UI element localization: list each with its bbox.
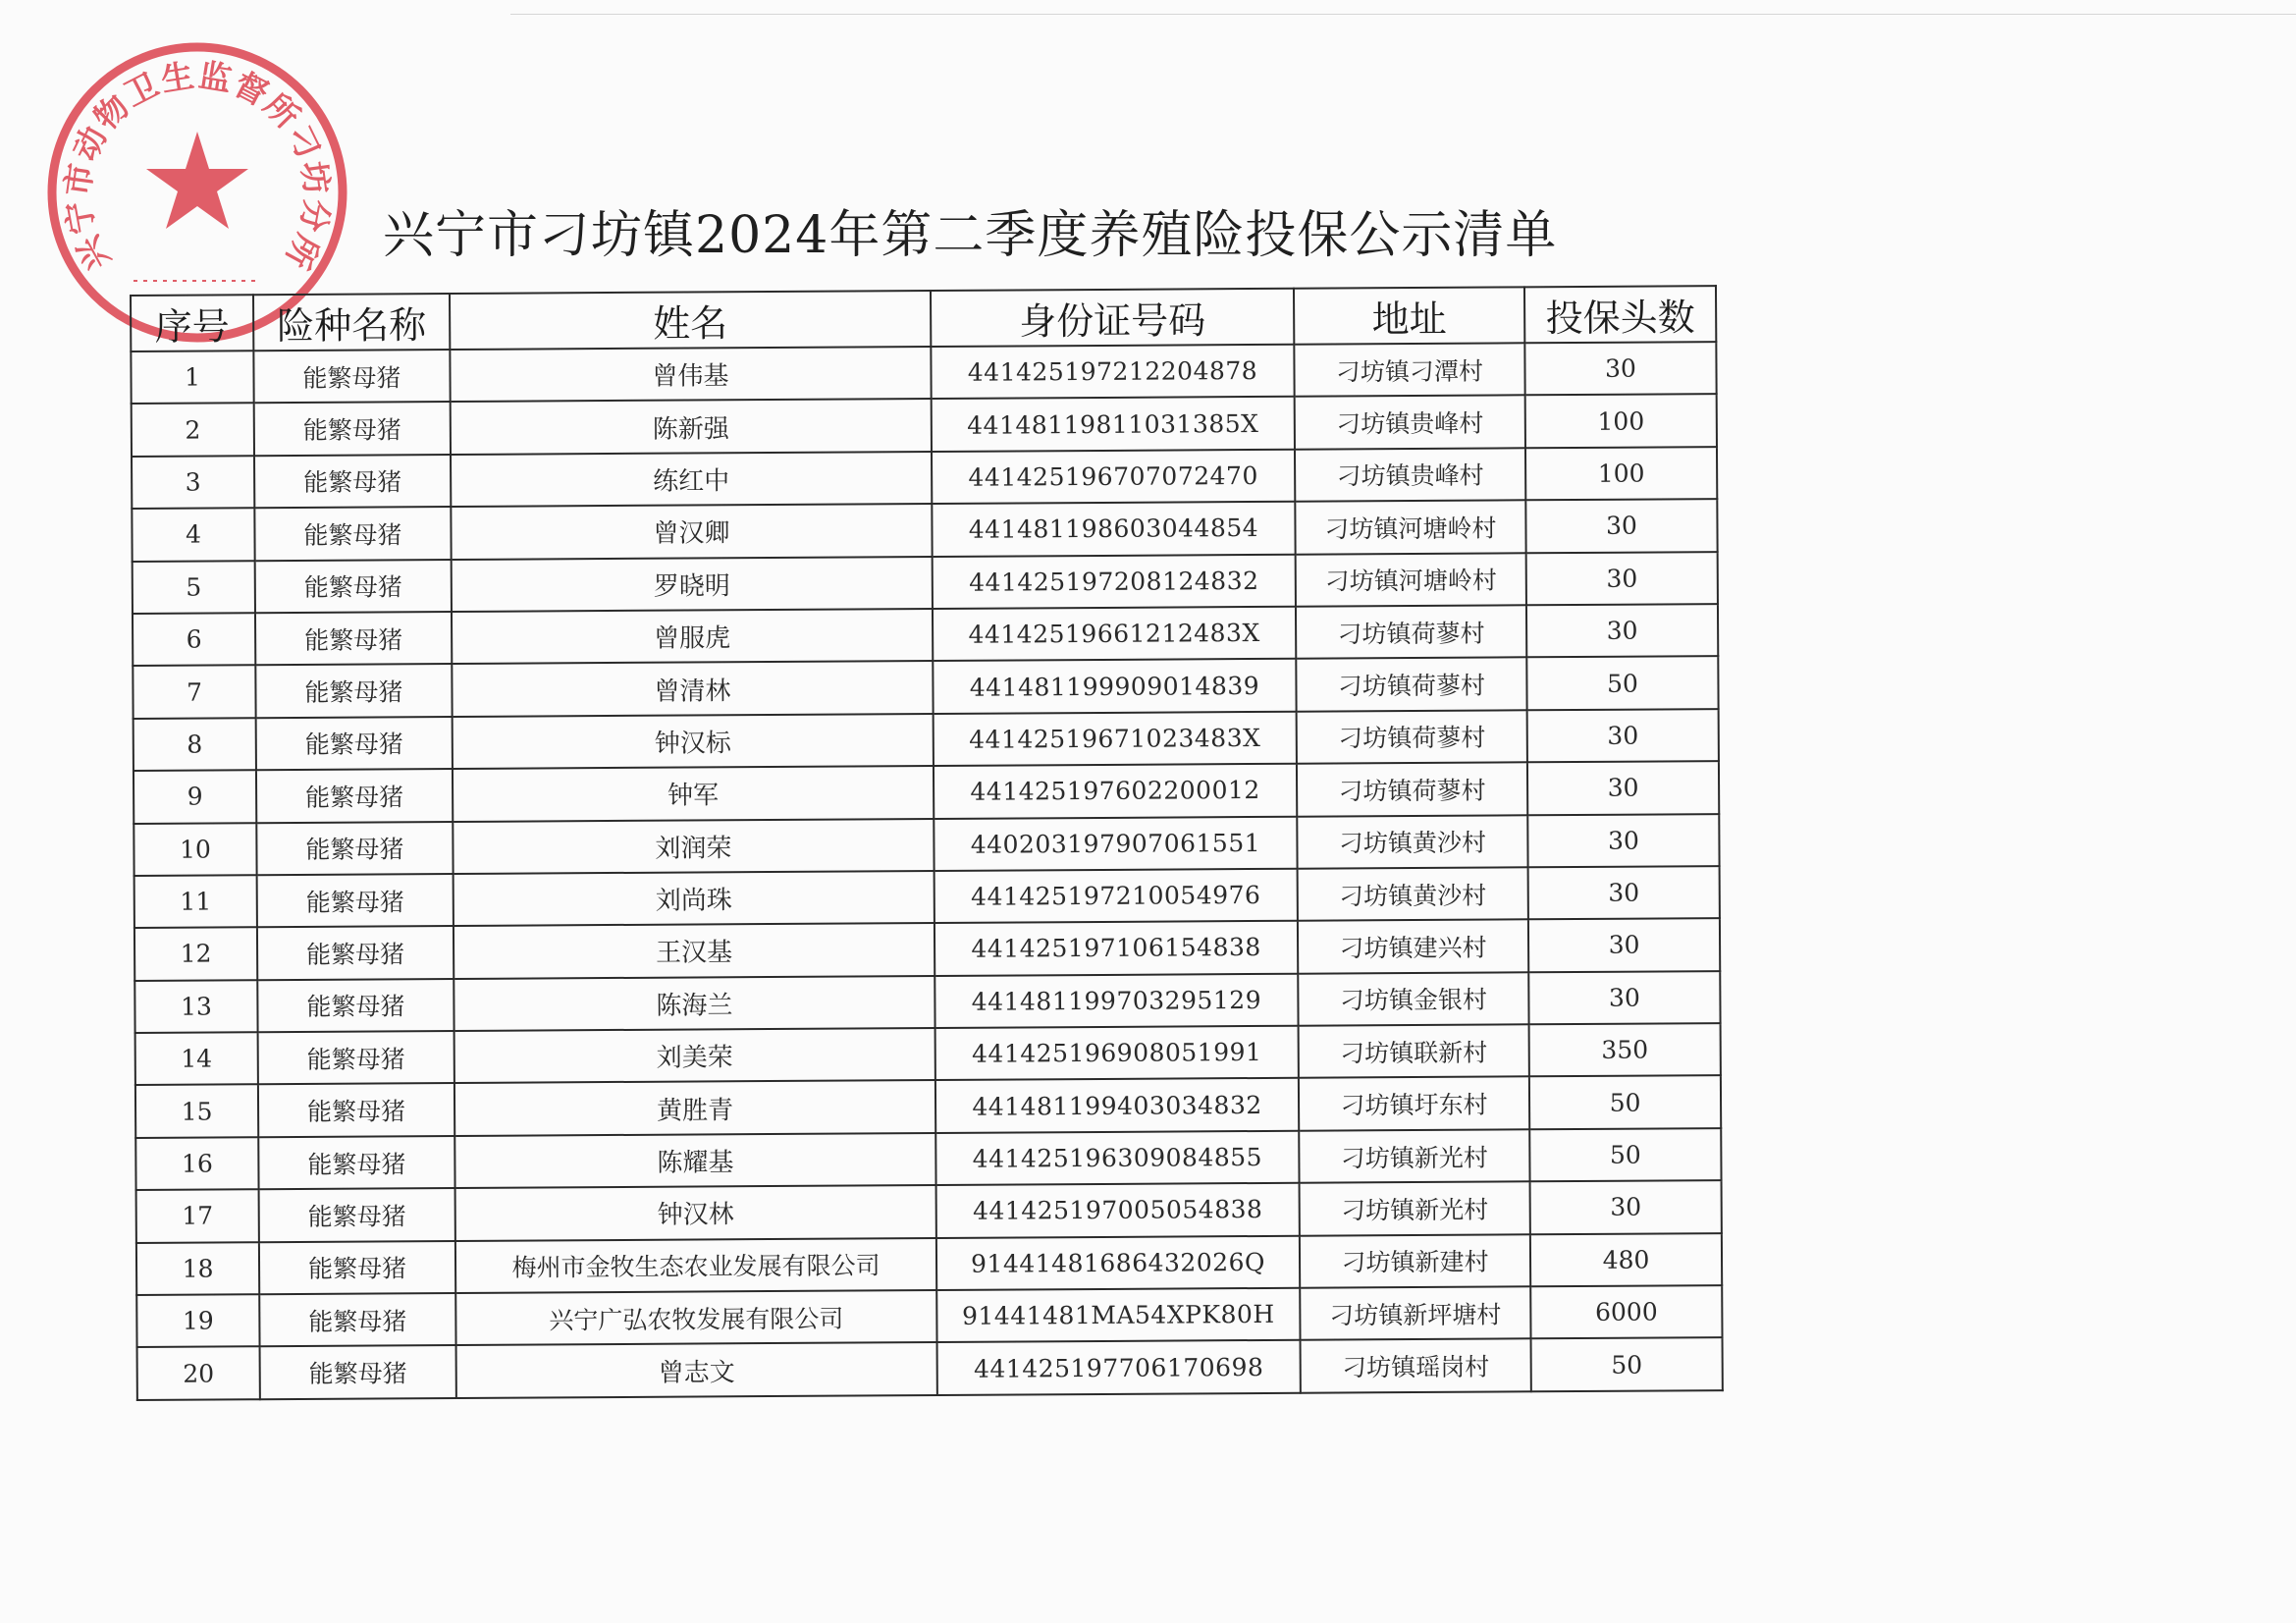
table-row (136, 1233, 1722, 1295)
cell-no: 2 (132, 404, 254, 457)
cell-id-number: 44142519671023483X (934, 711, 1297, 766)
table-row (134, 971, 1720, 1033)
cell-id-number: 441425197210054976 (934, 869, 1298, 924)
table-row (134, 918, 1720, 980)
cell-id-number: 441425197208124832 (933, 554, 1296, 609)
cell-no: 4 (132, 508, 254, 561)
cell-no: 11 (134, 875, 257, 928)
cell-insured-count: 350 (1529, 1023, 1721, 1077)
cell-insurance-type: 能繁母猪 (259, 1188, 455, 1242)
cell-insured-count: 30 (1526, 604, 1718, 658)
cell-insurance-type: 能繁母猪 (255, 664, 452, 718)
cell-id-number: 441481199909014839 (933, 659, 1296, 714)
cell-name: 陈新强 (451, 399, 932, 454)
table-row (133, 656, 1718, 718)
cell-id-number: 91441481686432026Q (936, 1235, 1300, 1290)
cell-id-number: 44148119811031385X (932, 397, 1295, 452)
cell-no: 20 (137, 1347, 260, 1400)
cell-insurance-type: 能繁母猪 (254, 402, 451, 456)
cell-insurance-type: 能繁母猪 (259, 1241, 455, 1295)
cell-address: 刁坊镇贵峰村 (1295, 396, 1525, 450)
cell-insured-count: 30 (1527, 761, 1719, 815)
cell-insurance-type: 能繁母猪 (258, 1031, 454, 1085)
cell-no: 6 (133, 613, 255, 666)
cell-no: 14 (135, 1032, 258, 1085)
cell-address: 刁坊镇贵峰村 (1295, 448, 1525, 502)
cell-name: 曾服虎 (452, 609, 933, 664)
header-insurance-type: 险种名称 (253, 294, 450, 351)
cell-no: 19 (136, 1294, 259, 1347)
cell-insured-count: 30 (1528, 918, 1720, 972)
cell-insured-count: 50 (1531, 1338, 1723, 1392)
cell-insured-count: 30 (1527, 814, 1719, 868)
cell-address: 刁坊镇黄沙村 (1298, 867, 1528, 921)
cell-name: 兴宁广弘农牧发展有限公司 (455, 1290, 936, 1345)
table-row (131, 342, 1716, 404)
cell-name: 钟汉标 (453, 714, 934, 769)
cell-insured-count: 100 (1525, 447, 1717, 501)
cell-name: 王汉基 (454, 923, 934, 978)
header-address: 地址 (1294, 287, 1524, 344)
table-row (134, 866, 1720, 928)
cell-name: 罗晓明 (452, 557, 933, 612)
cell-no: 17 (136, 1189, 259, 1242)
cell-insured-count: 30 (1526, 552, 1718, 606)
table-row (133, 604, 1718, 666)
table-row (133, 814, 1719, 876)
table-row (133, 709, 1719, 771)
cell-name: 曾志文 (456, 1342, 937, 1397)
cell-name: 陈海兰 (454, 976, 934, 1031)
table-row (132, 395, 1717, 457)
cell-address: 刁坊镇河塘岭村 (1295, 500, 1525, 554)
header-id-number: 身份证号码 (931, 289, 1294, 347)
cell-address: 刁坊镇荷蓼村 (1297, 710, 1527, 764)
cell-insured-count: 30 (1530, 1180, 1722, 1234)
cell-insured-count: 30 (1528, 866, 1720, 920)
cell-no: 13 (134, 980, 257, 1033)
table-row (137, 1338, 1723, 1400)
page-title: 兴宁市刁坊镇2024年第二季度养殖险投保公示清单 (383, 206, 1558, 265)
cell-id-number: 441425197212204878 (931, 345, 1294, 400)
table-row (132, 499, 1717, 561)
cell-no: 8 (133, 718, 256, 771)
cell-insured-count: 6000 (1530, 1285, 1722, 1339)
cell-insured-count: 30 (1528, 971, 1720, 1025)
cell-insurance-type: 能繁母猪 (255, 560, 452, 614)
cell-no: 15 (135, 1085, 258, 1138)
cell-insurance-type: 能繁母猪 (256, 717, 453, 771)
cell-name: 练红中 (451, 452, 932, 507)
header-no: 序号 (131, 295, 253, 352)
cell-id-number: 441425196309084855 (935, 1131, 1299, 1186)
cell-no: 9 (133, 770, 256, 823)
cell-address: 刁坊镇瑶岗村 (1301, 1339, 1531, 1393)
cell-insured-count: 30 (1525, 499, 1717, 553)
cell-insured-count: 480 (1530, 1233, 1722, 1287)
cell-no: 16 (135, 1137, 258, 1190)
cell-insured-count: 100 (1525, 395, 1717, 449)
cell-address: 刁坊镇荷蓼村 (1296, 658, 1526, 712)
cell-id-number: 441425197106154838 (934, 921, 1298, 976)
cell-name: 梅州市金牧生态农业发展有限公司 (455, 1238, 936, 1293)
cell-insurance-type: 能繁母猪 (258, 1136, 454, 1190)
cell-id-number: 441481199703295129 (934, 973, 1298, 1028)
cell-id-number: 441425197005054838 (936, 1183, 1300, 1238)
cell-insurance-type: 能繁母猪 (254, 455, 451, 509)
cell-insured-count: 30 (1524, 342, 1716, 396)
table-row (136, 1285, 1722, 1347)
cell-name: 曾清林 (452, 661, 933, 716)
cell-insurance-type: 能繁母猪 (260, 1345, 456, 1399)
cell-address: 刁坊镇新光村 (1300, 1182, 1530, 1236)
cell-name: 刘润荣 (453, 819, 934, 874)
cell-insurance-type: 能繁母猪 (253, 350, 450, 404)
cell-address: 刁坊镇新坪塘村 (1300, 1286, 1530, 1340)
cell-insured-count: 30 (1527, 709, 1719, 763)
header-name: 姓名 (450, 291, 931, 350)
cell-insurance-type: 能繁母猪 (256, 769, 453, 823)
cell-insurance-type: 能繁母猪 (257, 979, 454, 1033)
table-row (136, 1180, 1722, 1242)
cell-id-number: 44142519661212483X (933, 607, 1296, 662)
cell-insurance-type: 能繁母猪 (256, 822, 453, 876)
cell-name: 黄胜青 (454, 1080, 935, 1135)
cell-insured-count: 50 (1526, 656, 1718, 710)
table-row (132, 447, 1717, 509)
cell-name: 钟军 (453, 766, 934, 821)
cell-id-number: 441481199403034832 (935, 1078, 1299, 1133)
cell-address: 刁坊镇新建村 (1300, 1234, 1530, 1288)
table-row (135, 1023, 1721, 1085)
cell-no: 10 (133, 823, 256, 876)
cell-insured-count: 50 (1529, 1128, 1721, 1182)
cell-insurance-type: 能繁母猪 (255, 612, 452, 666)
cell-name: 曾汉卿 (451, 504, 932, 559)
cell-no: 7 (133, 666, 255, 719)
cell-name: 刘尚珠 (454, 871, 934, 926)
page-edge-line (510, 14, 2296, 15)
table-row (135, 1076, 1721, 1138)
table-header-row (131, 286, 1716, 352)
cell-insurance-type: 能繁母猪 (259, 1293, 455, 1347)
cell-address: 刁坊镇圩东村 (1299, 1077, 1529, 1131)
cell-address: 刁坊镇黄沙村 (1297, 815, 1527, 869)
cell-id-number: 441425197602200012 (934, 764, 1297, 819)
cell-no: 12 (134, 928, 257, 981)
cell-insured-count: 50 (1529, 1076, 1721, 1130)
cell-insurance-type: 能繁母猪 (257, 874, 454, 928)
cell-id-number: 440203197907061551 (934, 816, 1297, 871)
cell-name: 陈耀基 (454, 1133, 935, 1188)
cell-no: 3 (132, 456, 254, 509)
table-row (133, 761, 1719, 823)
cell-address: 刁坊镇金银村 (1298, 972, 1528, 1026)
star-icon (146, 132, 248, 229)
cell-address: 刁坊镇刁潭村 (1294, 343, 1524, 397)
cell-address: 刁坊镇新光村 (1299, 1129, 1529, 1183)
cell-insurance-type: 能繁母猪 (258, 1083, 454, 1137)
cell-no: 5 (133, 561, 255, 614)
insurance-list-table (130, 285, 1724, 1401)
cell-id-number: 441425197706170698 (937, 1340, 1301, 1395)
seal-text: 兴宁市动物卫生监督所刁坊分所 (57, 55, 338, 277)
table-row (133, 552, 1718, 614)
cell-id-number: 441481198603044854 (932, 502, 1295, 557)
cell-id-number: 441425196908051991 (935, 1026, 1299, 1081)
cell-address: 刁坊镇建兴村 (1298, 920, 1528, 974)
cell-insurance-type: 能繁母猪 (257, 926, 454, 980)
cell-no: 1 (131, 351, 253, 404)
table-row (135, 1128, 1721, 1190)
cell-id-number: 91441481MA54XPK80H (936, 1288, 1300, 1343)
cell-id-number: 441425196707072470 (932, 450, 1295, 505)
cell-no: 18 (136, 1242, 259, 1295)
header-insured-count: 投保头数 (1524, 286, 1716, 343)
cell-address: 刁坊镇河塘岭村 (1296, 553, 1526, 607)
cell-name: 曾伟基 (450, 347, 931, 402)
cell-address: 刁坊镇联新村 (1299, 1024, 1529, 1078)
cell-address: 刁坊镇荷蓼村 (1297, 762, 1527, 816)
cell-name: 刘美荣 (454, 1028, 935, 1083)
cell-name: 钟汉林 (455, 1185, 936, 1240)
cell-address: 刁坊镇荷蓼村 (1296, 605, 1526, 659)
cell-insurance-type: 能繁母猪 (254, 507, 451, 561)
